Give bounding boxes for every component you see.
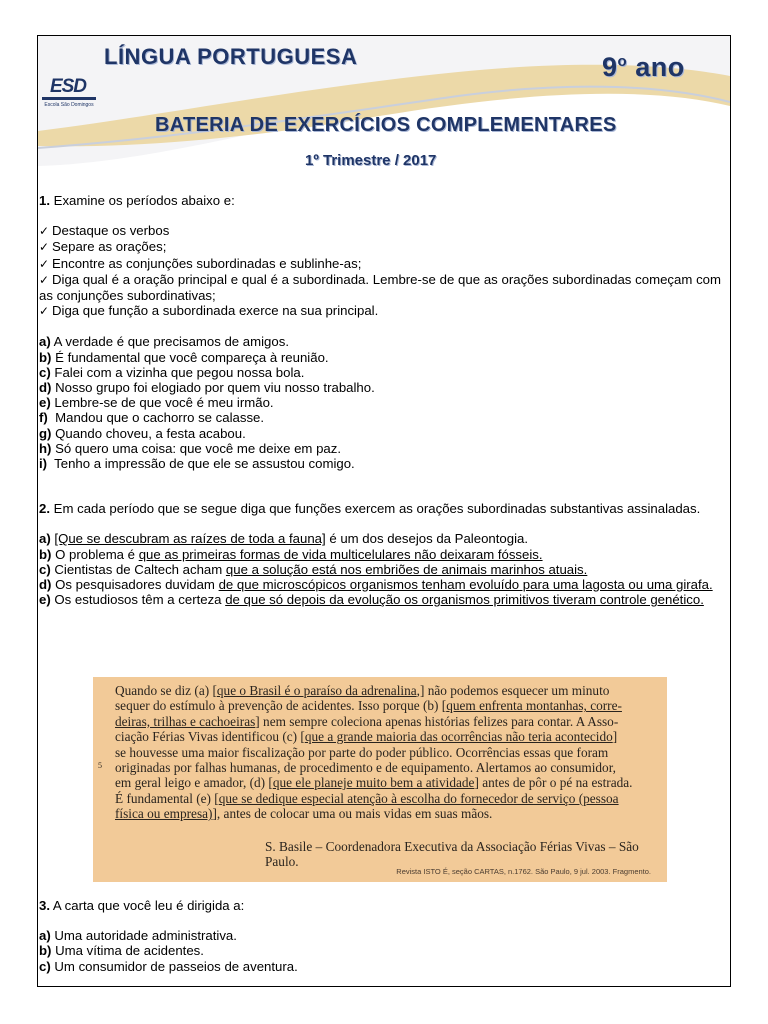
excerpt-line: sequer do estímulo à prevenção de acidentes. Isso porque (b) [quem enfrenta montanhas, corre-	[115, 698, 622, 714]
q1-intro: 1. Examine os períodos abaixo e:	[39, 193, 235, 208]
line-number: 5	[98, 761, 102, 770]
question-3	[39, 898, 721, 974]
q1-item: c) Falei com a vizinha que pegou nossa bola.	[39, 364, 305, 380]
q1-instruction: ✓ Diga que função a subordinada exerce na sua principal.	[39, 303, 721, 319]
excerpt-line: É fundamental (e) [que se dedique especial atenção à escolha do fornecedor de serviço (pessoa	[115, 790, 619, 806]
letter-excerpt-image	[93, 677, 667, 882]
q2-intro: 2. Em cada período que se segue diga que funções exercem as orações subordinadas substantivas assinaladas.	[39, 501, 701, 517]
excerpt-line: originadas por falhas humanas, de procedimento e de equipamento. Alertamos ao consumidor,	[115, 760, 616, 776]
excerpt-line: se houvesse uma maior fiscalização por parte do poder público. Ocorrências essas que foram	[115, 744, 609, 760]
excerpt-source: Revista ISTO É, seção CARTAS, n.1762. São Paulo, 9 jul. 2003. Fragmento.	[396, 867, 651, 876]
q2-item: e) Os estudiosos têm a certeza de que só depois da evolução os organismos primitivos tiveram controle genético.	[39, 592, 704, 608]
q1-instruction: ✓ Diga qual é a oração principal e qual é a subordinada. Lembre-se de que as orações subordinadas começam com as conjunções subordinativas;	[39, 272, 721, 303]
excerpt-signature: S. Basile – Coordenadora Executiva da Associação Férias Vivas – São Paulo.	[265, 839, 639, 870]
subject-title: LÍNGUA PORTUGUESA	[104, 44, 358, 69]
q1-instruction: ✓ Destaque os verbos	[39, 223, 721, 239]
q1-instruction: ✓ Encontre as conjunções subordinadas e sublinhe-as;	[39, 256, 721, 272]
excerpt-line: deiras, trilhas e cachoeiras] nem sempre coleciona apenas histórias felizes para contar. A Asso-	[115, 713, 619, 729]
q1-item: d) Nosso grupo foi elogiado por quem viu nosso trabalho.	[39, 380, 375, 396]
q1-item: e) Lembre-se de que você é meu irmão.	[39, 395, 274, 411]
q1-item: b) É fundamental que você compareça à reunião.	[39, 349, 329, 365]
questions-content	[39, 193, 721, 607]
q3-item: c) Um consumidor de passeios de aventura.	[39, 958, 298, 974]
q2-item: c) Cientistas de Caltech acham que a solução está nos embriões de animais marinhos atuais.	[39, 561, 588, 577]
q2-item: b) O problema é que as primeiras formas de vida multicelulares não deixaram fósseis.	[39, 546, 543, 562]
q1-instruction: ✓ Separe as orações;	[39, 239, 721, 255]
battery-title: BATERIA DE EXERCÍCIOS COMPLEMENTARES	[155, 114, 617, 136]
q1-item: a) A verdade é que precisamos de amigos.	[39, 334, 289, 350]
excerpt-line: física ou empresa)], antes de colocar uma ou mais vidas em suas mãos.	[115, 806, 493, 822]
q1-item: f) Mandou que o cachorro se calasse.	[39, 410, 265, 426]
term-label: 1º Trimestre / 2017	[305, 152, 437, 169]
q1-item: i) Tenho a impressão de que ele se assustou comigo.	[39, 456, 355, 472]
q2-item: a) [Que se descubram as raízes de toda a fauna] é um dos desejos da Paleontogia.	[39, 531, 529, 547]
school-logo: ESD Escola São Domingos	[40, 74, 96, 110]
excerpt-line: ciação Férias Vivas identificou (c) [que a grande maioria das ocorrências não teria acontecido]	[115, 729, 618, 745]
q3-intro: 3. A carta que você leu é dirigida a:	[39, 898, 245, 913]
q2-item: d) Os pesquisadores duvidam de que microscópicos organismos tenham evoluído para uma lagosta ou uma girafa.	[39, 577, 713, 593]
q1-item: h) Só quero uma coisa: que você me deixe em paz.	[39, 440, 342, 456]
q3-item: a) Uma autoridade administrativa.	[39, 928, 237, 944]
grade-label: 9$^o$ ano	[602, 52, 685, 82]
q1-item: g) Quando choveu, a festa acabou.	[39, 425, 246, 441]
excerpt-line: Quando se diz (a) [que o Brasil é o paraíso da adrenalina,] não podemos esquecer um minuto	[115, 683, 610, 698]
excerpt-text	[115, 683, 663, 822]
header-banner	[38, 36, 730, 186]
q3-item: b) Uma vítima de acidentes.	[39, 943, 204, 959]
excerpt-line: em geral leigo e amador, (d) [que ele planeje muito bem a atividade] antes de pôr o pé na estrada.	[115, 775, 633, 791]
